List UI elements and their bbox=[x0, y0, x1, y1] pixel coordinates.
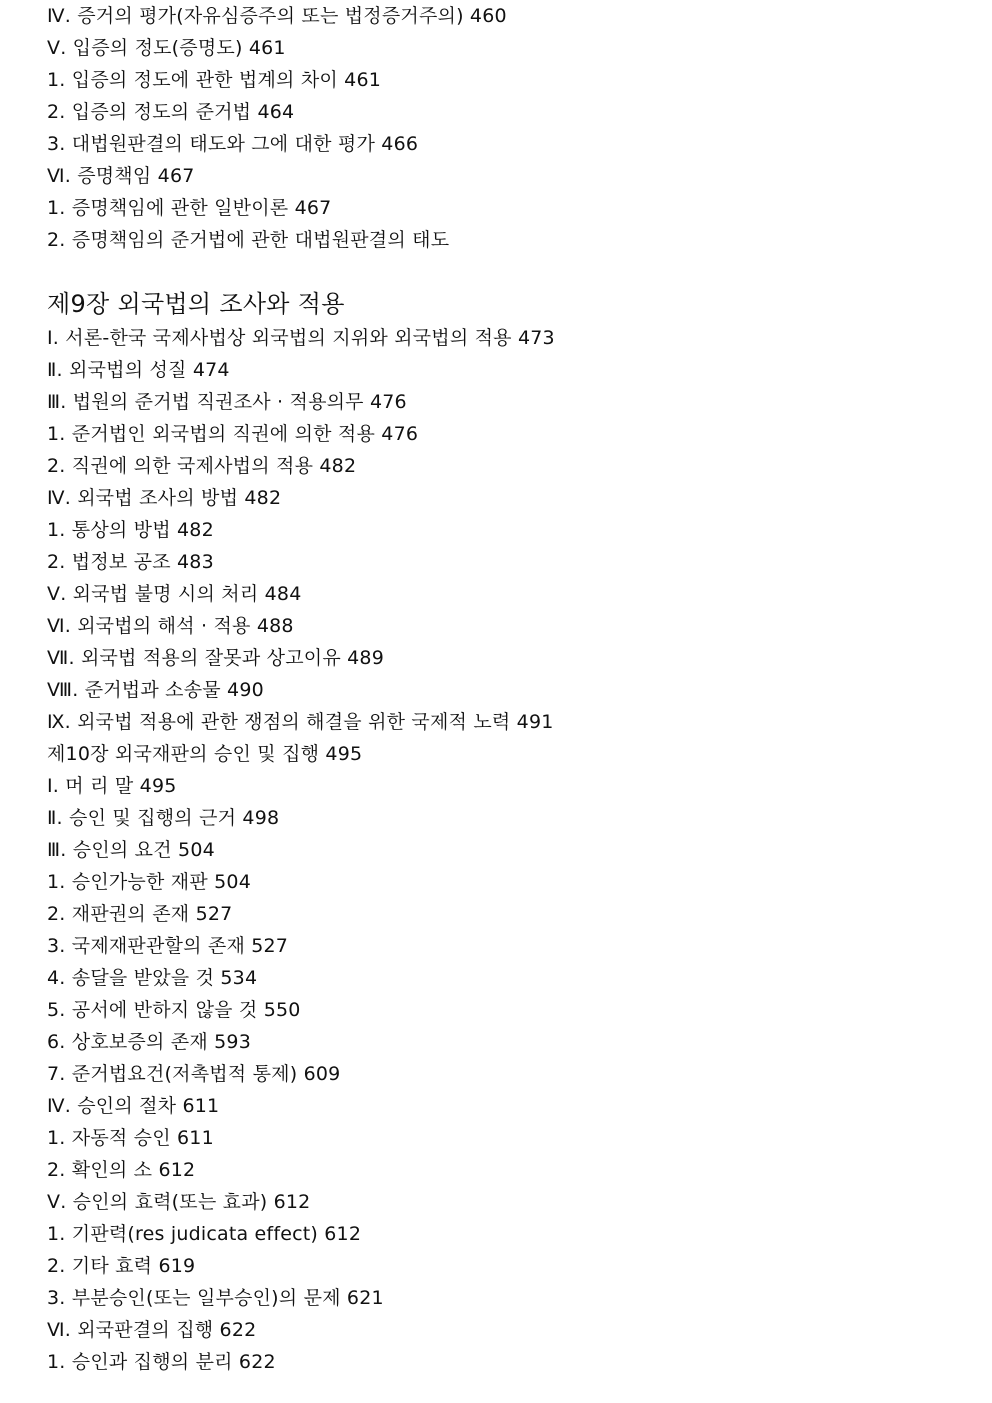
toc-entry: Ⅵ. 외국법의 해석 · 적용 488 bbox=[47, 615, 294, 637]
chapter-title-entry: 제10장 외국재판의 승인 및 집행 495 bbox=[47, 743, 363, 765]
toc-entry: 2. 법정보 공조 483 bbox=[47, 551, 214, 573]
toc-entry: 1. 승인가능한 재판 504 bbox=[47, 871, 251, 893]
toc-entry: 3. 부분승인(또는 일부승인)의 문제 621 bbox=[47, 1287, 384, 1309]
toc-entry: Ⅳ. 승인의 절차 611 bbox=[47, 1095, 220, 1117]
toc-entry: 1. 준거법인 외국법의 직권에 의한 적용 476 bbox=[47, 423, 419, 445]
toc-entry: 1. 자동적 승인 611 bbox=[47, 1127, 214, 1149]
toc-entry: 5. 공서에 반하지 않을 것 550 bbox=[47, 999, 301, 1021]
toc-section-top bbox=[47, 0, 977, 256]
toc-entry: Ⅵ. 증명책임 467 bbox=[47, 165, 195, 187]
toc-page bbox=[47, 0, 977, 1378]
toc-entry: 1. 증명책임에 관한 일반이론 467 bbox=[47, 197, 332, 219]
toc-chapter-10 bbox=[47, 738, 977, 1378]
toc-entry: Ⅱ. 승인 및 집행의 근거 498 bbox=[47, 807, 280, 829]
toc-entry: Ⅴ. 승인의 효력(또는 효과) 612 bbox=[47, 1191, 311, 1213]
toc-entry: 1. 승인과 집행의 분리 622 bbox=[47, 1351, 276, 1373]
toc-entry: 1. 기판력(res judicata effect) 612 bbox=[47, 1223, 362, 1245]
toc-entry: 2. 증명책임의 준거법에 관한 대법원판결의 태도 bbox=[47, 229, 450, 251]
toc-entry: 2. 입증의 정도의 준거법 464 bbox=[47, 101, 295, 123]
toc-entry: 4. 송달을 받았을 것 534 bbox=[47, 967, 258, 989]
toc-entry: 1. 통상의 방법 482 bbox=[47, 519, 214, 541]
toc-entry: Ⅲ. 승인의 요건 504 bbox=[47, 839, 215, 861]
toc-entry: 1. 입증의 정도에 관한 법계의 차이 461 bbox=[47, 69, 382, 91]
toc-entry: Ⅲ. 법원의 준거법 직권조사 · 적용의무 476 bbox=[47, 391, 407, 413]
toc-entry: 2. 재판권의 존재 527 bbox=[47, 903, 233, 925]
toc-entry: 3. 국제재판관할의 존재 527 bbox=[47, 935, 289, 957]
toc-chapter-9 bbox=[47, 286, 977, 738]
toc-entry: Ⅵ. 외국판결의 집행 622 bbox=[47, 1319, 257, 1341]
toc-entry: Ⅳ. 외국법 조사의 방법 482 bbox=[47, 487, 282, 509]
toc-entry: Ⅸ. 외국법 적용에 관한 쟁점의 해결을 위한 국제적 노력 491 bbox=[47, 711, 554, 733]
section-spacer bbox=[47, 256, 977, 286]
toc-entry: 3. 대법원판결의 태도와 그에 대한 평가 466 bbox=[47, 133, 419, 155]
toc-entry: Ⅴ. 외국법 불명 시의 처리 484 bbox=[47, 583, 302, 605]
toc-entry: Ⅶ. 외국법 적용의 잘못과 상고이유 489 bbox=[47, 647, 384, 669]
toc-entry: Ⅰ. 머 리 말 495 bbox=[47, 775, 177, 797]
toc-entry: Ⅴ. 입증의 정도(증명도) 461 bbox=[47, 37, 286, 59]
toc-entry: Ⅰ. 서론-한국 국제사법상 외국법의 지위와 외국법의 적용 473 bbox=[47, 327, 555, 349]
toc-entry: Ⅷ. 준거법과 소송물 490 bbox=[47, 679, 264, 701]
toc-entry: Ⅳ. 증거의 평가(자유심증주의 또는 법정증거주의) 460 bbox=[47, 5, 507, 27]
toc-entry: 7. 준거법요건(저촉법적 통제) 609 bbox=[47, 1063, 341, 1085]
toc-entry: 6. 상호보증의 존재 593 bbox=[47, 1031, 251, 1053]
chapter-heading: 제9장 외국법의 조사와 적용 bbox=[47, 290, 345, 318]
toc-entry: 2. 기타 효력 619 bbox=[47, 1255, 196, 1277]
toc-entry: 2. 직권에 의한 국제사법의 적용 482 bbox=[47, 455, 357, 477]
toc-entry: Ⅱ. 외국법의 성질 474 bbox=[47, 359, 230, 381]
toc-entry: 2. 확인의 소 612 bbox=[47, 1159, 196, 1181]
